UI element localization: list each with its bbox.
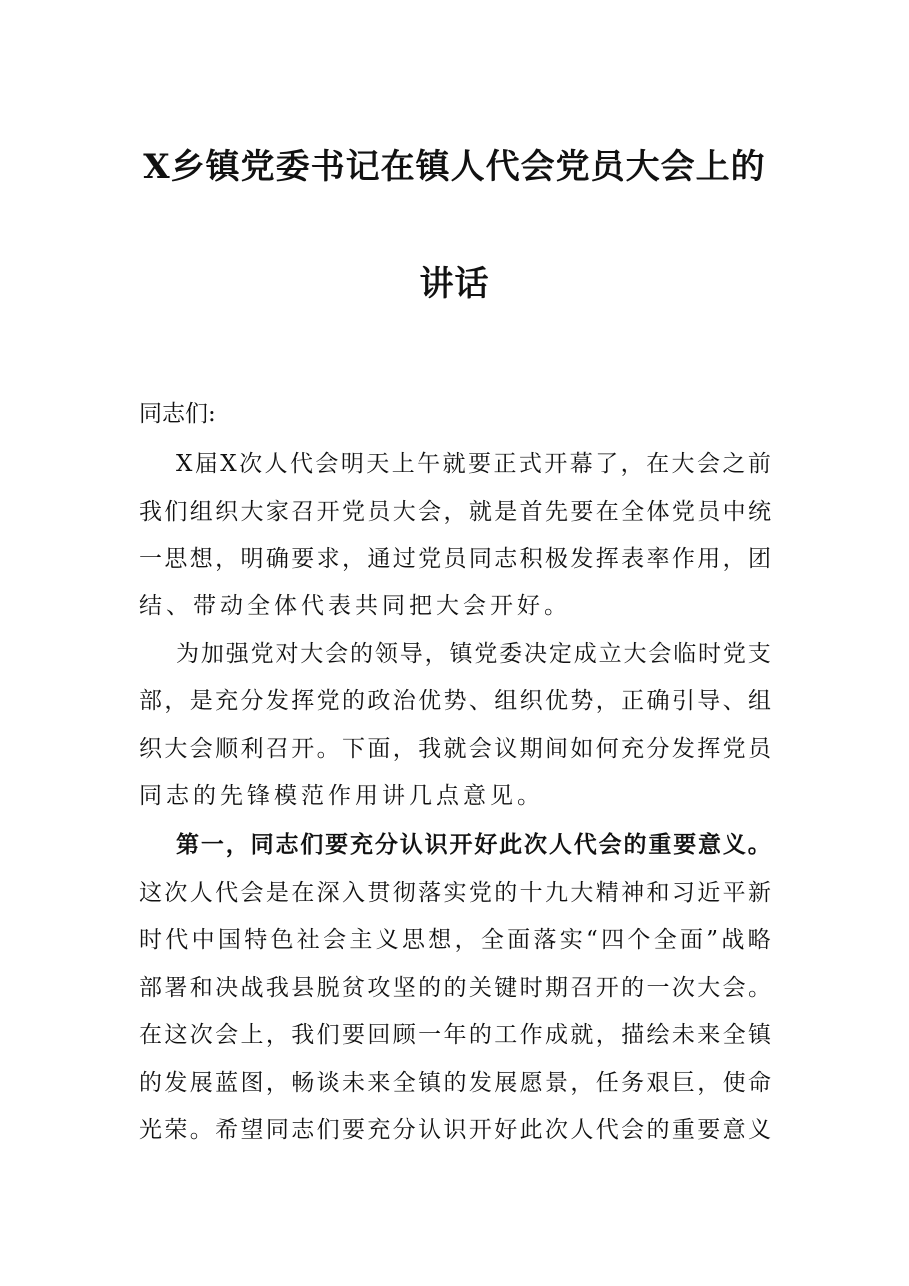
document-title-line-2: 讲话 <box>419 264 490 304</box>
salutation: 同志们: <box>139 401 216 427</box>
paragraph-3-line-1: 这 次 人 代 会 是 在 深 入 贯 彻 落 实 党 的 十 九 大 精 神 和 习 近 平 新 <box>139 880 771 906</box>
paragraph-3-line-6: 光 荣 。 希 望 同 志 们 要 充 分 认 识 开 好 此 次 人 代 会 的 重 要 意 义 <box>139 1117 771 1143</box>
paragraph-1-line-1: X 届 X 次 人 代 会 明 天 上 午 就 要 正 式 开 幕 了 ， 在 大 会 之 前 <box>176 451 771 477</box>
paragraph-3-line-2: 时 代 中 国 特 色 社 会 主 义 思 想 ， 全 面 落 实 “ 四 个 全 面 ” 战 略 <box>139 927 771 953</box>
document-title-line-1: X乡镇党委书记在镇人代会党员大会上的 <box>143 147 766 187</box>
paragraph-1-line-3: 一 思 想 ， 明 确 要 求 ， 通 过 党 员 同 志 积 极 发 挥 表 率 作 用 ， 团 <box>139 546 771 572</box>
paragraph-2-line-3: 织 大 会 顺 利 召 开 。 下 面 ， 我 就 会 议 期 间 如 何 充 分 发 挥 党 员 <box>139 736 771 762</box>
paragraph-2-line-4: 同志的先锋模范作用讲几点意见。 <box>139 783 544 809</box>
paragraph-3-line-5: 的 发 展 蓝 图 ， 畅 谈 未 来 全 镇 的 发 展 愿 景 ， 任 务 艰 巨 ， 使 命 <box>139 1070 771 1096</box>
paragraph-2-line-1: 为 加 强 党 对 大 会 的 领 导 ， 镇 党 委 决 定 成 立 大 会 临 时 党 支 <box>176 641 771 667</box>
paragraph-2-line-2: 部 ， 是 充 分 发 挥 党 的 政 治 优 势 、 组 织 优 势 ， 正 确 引 导 、 组 <box>139 688 771 714</box>
paragraph-3-line-3: 部 署 和 决 战 我 县 脱 贫 攻 坚 的 的 关 键 时 期 召 开 的 一 次 大 会 。 <box>139 975 771 1001</box>
section-heading-1: 第 一 ， 同 志 们 要 充 分 认 识 开 好 此 次 人 代 会 的 重 要 意 义 。 <box>176 831 771 858</box>
paragraph-1-line-2: 我 们 组 织 大 家 召 开 党 员 大 会 ， 就 是 首 先 要 在 全 体 党 员 中 统 <box>139 499 771 525</box>
paragraph-1-line-4: 结、带动全体代表共同把大会开好。 <box>139 593 571 619</box>
paragraph-3-line-4: 在 这 次 会 上 ， 我 们 要 回 顾 一 年 的 工 作 成 就 ， 描 绘 未 来 全 镇 <box>139 1022 771 1048</box>
